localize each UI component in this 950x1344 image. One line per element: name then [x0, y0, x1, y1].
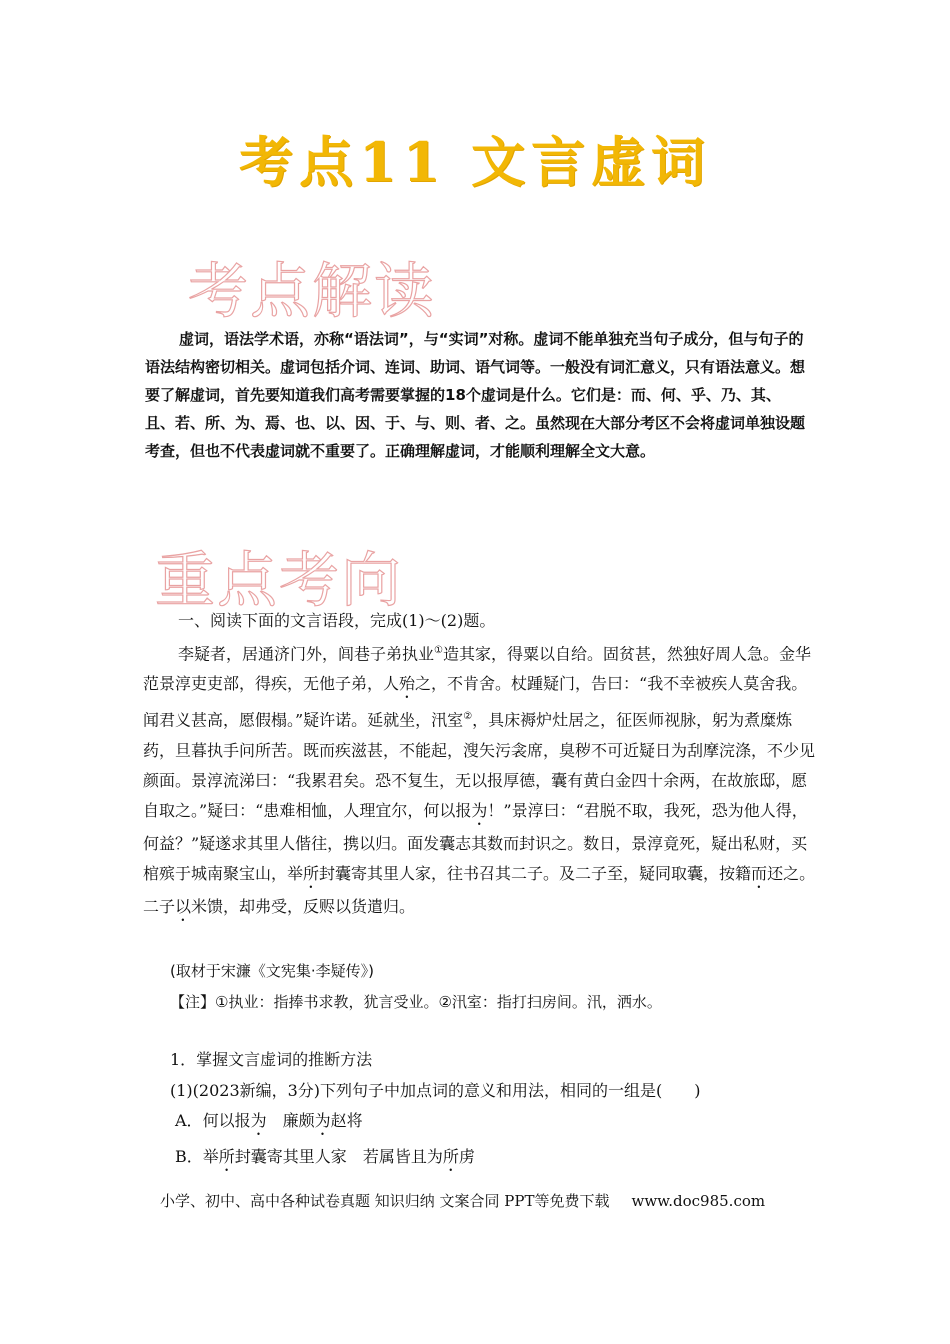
classical-passage [143, 636, 823, 925]
option-text: 廉颇 [282, 1111, 315, 1130]
dotted-word: 为 [314, 1111, 331, 1130]
option-text: 虏 [458, 1147, 475, 1166]
passage-text: 还之。二子 [143, 863, 816, 916]
passage-text: ，具床褥炉灶居之，征医师视脉，躬为煮糜炼药，旦暮执手问所苦。既而疾滋甚，不能起，溲矢污衾席，臭秽不可近疑日为刮摩浣涤，不少见颜面。景淳流涕曰：“我累君矣。恐不复生，无以报厚德，囊有黄白金四十余两，在故旅邸，愿自取之。”疑曰：“患难相恤，人理宜尔，何以报 [143, 710, 816, 820]
dotted-word: 以 [175, 896, 192, 916]
option-label: A． [175, 1111, 203, 1130]
passage-text: ！”景淳曰：“君脱不取，我死，恐为他人得，何益？”疑遂求其里人偕往，携以归。面发囊志其数而封识之。数日，景淳竟死，疑出私财，买棺殡于城南聚宝山，举 [143, 800, 808, 883]
dotted-word: 殆 [399, 674, 416, 694]
option-text: 何以报 [202, 1111, 251, 1130]
passage-text: 李疑者，居通济门外，闾巷子弟执业 [178, 644, 435, 664]
footnote-marker-1: ① [434, 645, 443, 656]
option-gap [267, 1111, 283, 1130]
passage-text: 米馈，却弗受，反赆以货遣归。 [191, 896, 416, 916]
source-citation: (取材于宋濂《文宪集·李疑传》) [170, 962, 374, 980]
passage-text: 之，不肯舍。杖踵疑门，告曰：“我不幸被疾人莫舍我。闻君义甚高，愿假榻。”疑许诺。延就坐，汛室 [143, 674, 808, 730]
dotted-word: 而 [751, 863, 768, 883]
footer-text: 小学、初中、高中各种试卷真题 知识归纳 文案合同 PPT等免费下载 [160, 1192, 610, 1210]
dotted-word: 所 [442, 1147, 459, 1166]
dotted-word: 所 [218, 1147, 235, 1166]
footnote-marker-2: ② [463, 711, 473, 723]
annotation-note: 【注】①执业：指捧书求教，犹言受业。②汛室：指打扫房间。汛，洒水。 [170, 993, 662, 1011]
question-intro: 一、阅读下面的文言语段，完成(1)～(2)题。 [178, 611, 496, 630]
passage-paragraph [143, 636, 823, 925]
option-gap [347, 1147, 363, 1166]
passage-text: 造其家，得粟以自给。固贫甚，然独好周人急。金华范景淳吏吏部，得疾，无他子弟，人 [143, 644, 811, 694]
option-text: 举 [202, 1147, 219, 1166]
task-question: (1)(2023新编，3分)下列句子中加点词的意义和用法，相同的一组是( ) [170, 1081, 701, 1100]
intro-text: 虚词，语法学术语，亦称“语法词”，与“实词”对称。虚词不能单独充当句子成分，但与句子的语法结构密切相关。虚词包括介词、连词、助词、语气词等。一般没有词汇意义，只有语法意义。想要了解虚词，首先要知道我们高考需要掌握的18个虚词是什么。它们是：而、何、乎、乃、其、且、若、所、为、焉、也、以、因、于、与、则、者、之。虽然现在大部分考区不会将虚词单独设题考查，但也不代表虚词就不重要了。正确理解虚词，才能顺利理解全文大意。 [145, 330, 806, 460]
dotted-word: 所 [303, 863, 320, 883]
option-label: B． [175, 1147, 203, 1166]
option-text: 赵将 [330, 1111, 363, 1130]
option-a[interactable] [175, 1106, 855, 1139]
page-title: 考点11 文言虚词 [239, 130, 711, 194]
option-text: 若属皆且为 [362, 1147, 443, 1166]
footer-site-link[interactable]: www.doc985.com [631, 1192, 766, 1210]
option-text: 封囊寄其里人家 [234, 1147, 347, 1166]
passage-text: 封囊寄其里人家，往书召其二子。及二子至，疑同取囊，按籍 [319, 863, 752, 883]
dotted-word: 为 [471, 800, 488, 820]
page-footer [160, 1190, 860, 1212]
task-heading: 1．掌握文言虚词的推断方法 [170, 1050, 373, 1069]
intro-paragraph [145, 325, 805, 465]
section-heading-interpretation: 考点解读 [188, 257, 436, 327]
dotted-word: 为 [250, 1111, 267, 1130]
section-heading-key-directions: 重点考向 [155, 546, 403, 616]
option-b[interactable] [175, 1142, 855, 1175]
